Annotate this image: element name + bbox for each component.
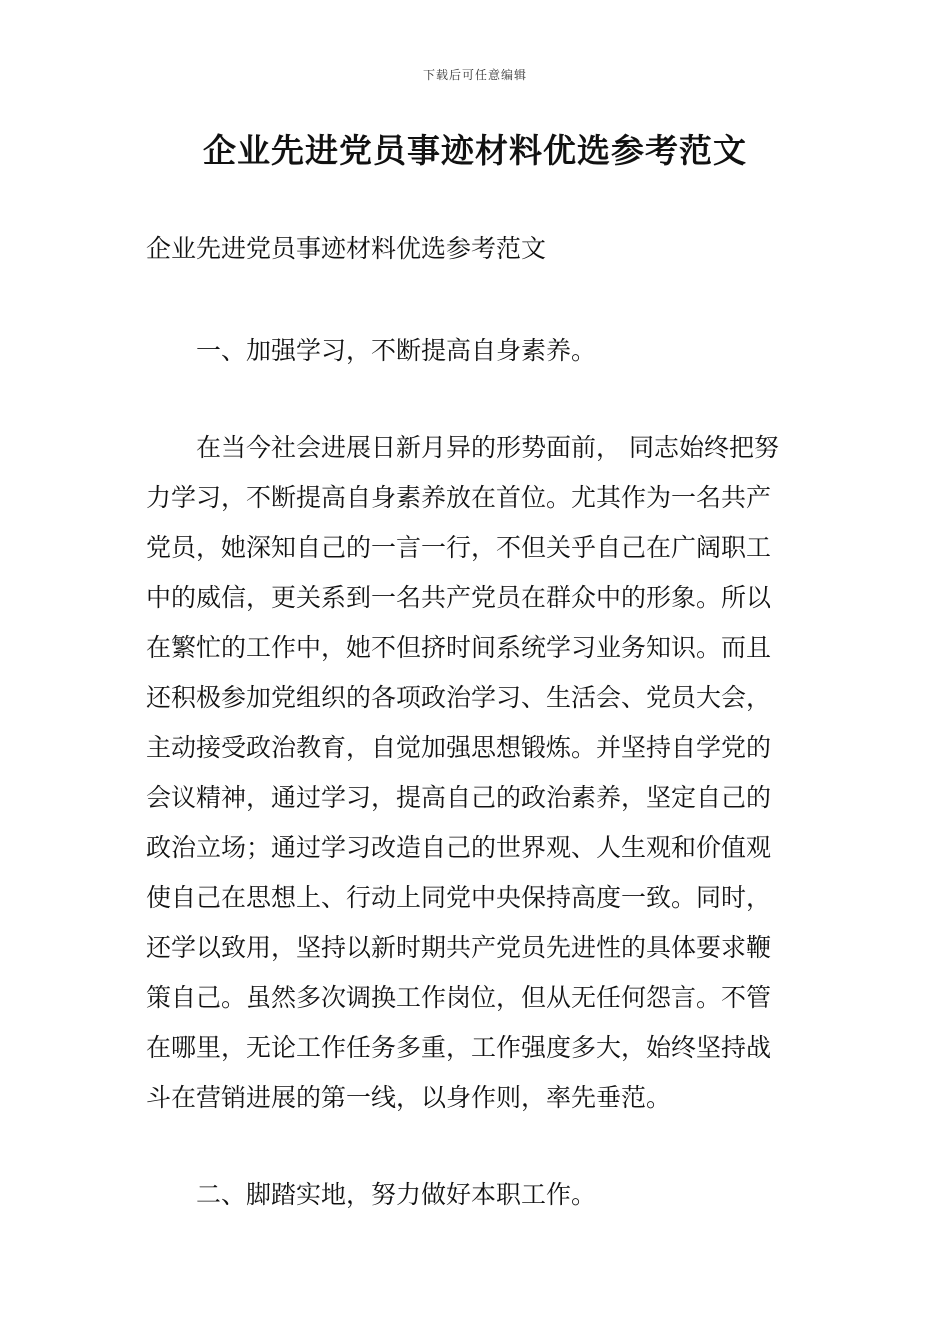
paragraph-line: 政治立场；通过学习改造自己的世界观、人生观和价值观 (146, 833, 772, 862)
document-title: 企业先进党员事迹材料优选参考范文 (203, 131, 747, 170)
paragraph-line: 策自己。虽然多次调换工作岗位，但从无任何怨言。不管 (146, 983, 772, 1012)
paragraph-line: 还学以致用，坚持以新时期共产党员先进性的具体要求鞭 (146, 933, 772, 962)
paragraph-line: 中的威信，更关系到一名共产党员在群众中的形象。所以 (146, 583, 772, 612)
paragraph-line: 力学习，不断提高自身素养放在首位。尤其作为一名共产 (146, 483, 772, 512)
header-note: 下载后可任意编辑 (422, 68, 527, 82)
section-2-heading: 二、脚踏实地，努力做好本职工作。 (196, 1180, 597, 1209)
paragraph-line: 党员，她深知自己的一言一行，不但关乎自己在广阔职工 (146, 533, 772, 562)
paragraph-line: 还积极参加党组织的各项政治学习、生活会、党员大会， (146, 683, 772, 712)
paragraph-line: 斗在营销进展的第一线，以身作则，率先垂范。 (146, 1083, 672, 1112)
paragraph-1 (146, 423, 806, 1123)
section-1-heading: 一、加强学习，不断提高自身素养。 (196, 336, 597, 365)
paragraph-line: 在当今社会进展日新月异的形势面前， 同志始终把努 (196, 433, 779, 462)
paragraph-line: 会议精神，通过学习，提高自己的政治素养，坚定自己的 (146, 783, 772, 812)
document-subtitle: 企业先进党员事迹材料优选参考范文 (146, 234, 547, 263)
paragraph-line: 使自己在思想上、行动上同党中央保持高度一致。同时， (146, 883, 772, 912)
paragraph-line: 在哪里，无论工作任务多重，工作强度多大，始终坚持战 (146, 1033, 772, 1062)
paragraph-line: 在繁忙的工作中，她不但挤时间系统学习业务知识。而且 (146, 633, 772, 662)
paragraph-line: 主动接受政治教育，自觉加强思想锻炼。并坚持自学党的 (146, 733, 772, 762)
